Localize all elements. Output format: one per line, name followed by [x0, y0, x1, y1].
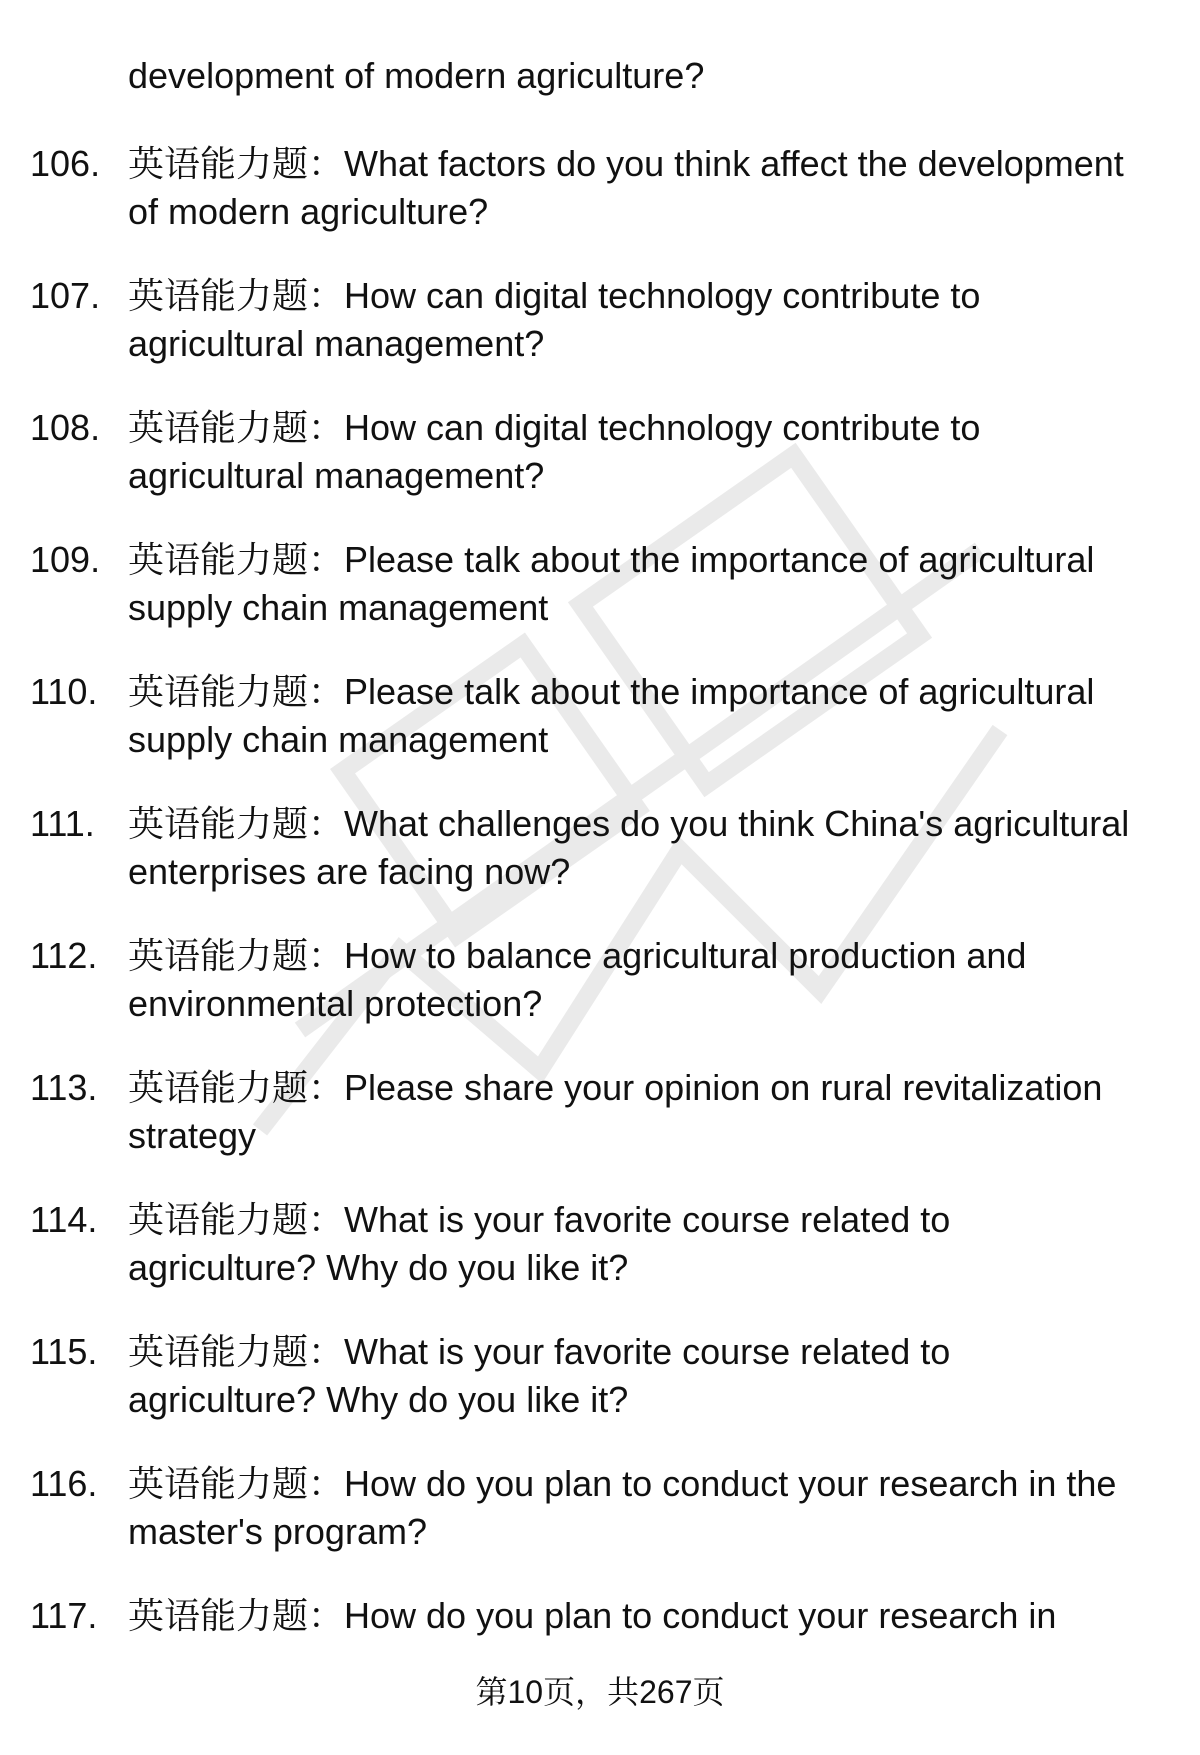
item-text: 英语能力题：How do you plan to conduct your research in the master's program? [128, 1463, 1117, 1552]
item-number: 108. [30, 407, 101, 448]
list-item [0, 1196, 1200, 1328]
list-item [0, 800, 1200, 932]
item-number: 110. [30, 671, 98, 712]
item-text: 英语能力题：What factors do you think affect the development of modern agriculture? [128, 143, 1124, 232]
list-item [0, 1064, 1200, 1196]
item-number: 112. [30, 935, 98, 976]
list-item [0, 1460, 1200, 1592]
item-text: 英语能力题：What challenges do you think China's agricultural enterprises are facing now? [128, 803, 1130, 892]
item-text: 英语能力题：What is your favorite course related to agriculture? Why do you like it? [128, 1199, 951, 1288]
item-number: 114. [30, 1199, 98, 1240]
continuation-line: development of modern agriculture? [128, 55, 705, 96]
item-number: 117. [30, 1595, 98, 1636]
item-number: 106. [30, 143, 101, 184]
item-text: 英语能力题：How can digital technology contribute to agricultural management? [128, 407, 981, 496]
item-text: 英语能力题：What is your favorite course related to agriculture? Why do you like it? [128, 1331, 951, 1420]
list-item [0, 140, 1200, 272]
item-text: 英语能力题：Please talk about the importance of agricultural supply chain management [128, 539, 1095, 628]
item-text: 英语能力题：Please share your opinion on rural revitalization strategy [128, 1067, 1103, 1156]
item-number: 115. [30, 1331, 98, 1372]
item-number: 111. [30, 803, 95, 844]
item-text: 英语能力题：How do you plan to conduct your research in [128, 1595, 1057, 1636]
item-number: 109. [30, 539, 101, 580]
list-item [0, 932, 1200, 1064]
page-footer: 第10页，共267页 [475, 1674, 725, 1710]
question-list [0, 140, 1200, 1724]
list-item [0, 668, 1200, 800]
list-item [0, 1328, 1200, 1460]
item-number: 113. [30, 1067, 98, 1108]
item-text: 英语能力题：How to balance agricultural production and environmental protection? [128, 935, 1027, 1024]
list-item [0, 272, 1200, 404]
item-text: 英语能力题：Please talk about the importance of agricultural supply chain management [128, 671, 1095, 760]
item-number: 107. [30, 275, 101, 316]
item-number: 116. [30, 1463, 98, 1504]
list-item [0, 536, 1200, 668]
item-text: 英语能力题：How can digital technology contribute to agricultural management? [128, 275, 981, 364]
list-item [0, 404, 1200, 536]
